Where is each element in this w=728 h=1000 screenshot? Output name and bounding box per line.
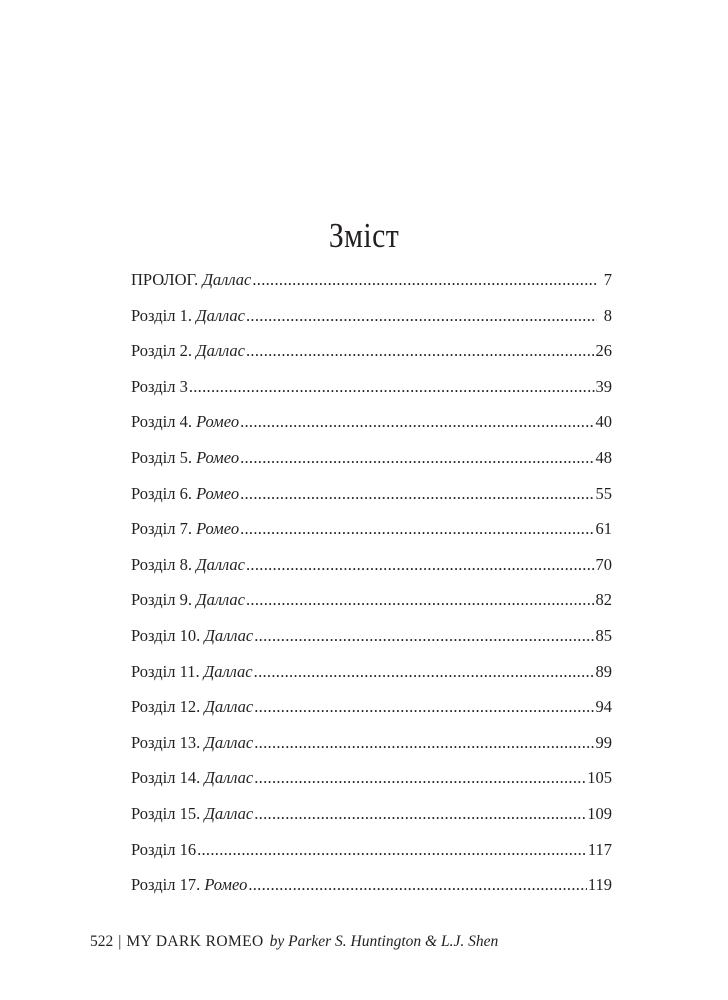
toc-entry-label: Розділ 6. Ромео — [131, 483, 240, 503]
toc-entry-name: Даллас — [204, 625, 254, 645]
toc-entry-chapter-3 — [131, 369, 612, 405]
toc-entry-label: Розділ 7. Ромео — [131, 519, 240, 539]
dot-leader — [240, 511, 594, 547]
toc-entry-name: Даллас — [204, 768, 254, 788]
toc-entry-chapter-4 — [131, 404, 612, 440]
toc-entry-name: Даллас — [204, 803, 254, 823]
toc-entry-label: Розділ 3 — [131, 376, 188, 396]
toc-entry-page: 8 — [603, 305, 612, 325]
toc-entry-chapter-5 — [131, 440, 612, 476]
toc-entry-chapter-2 — [131, 333, 612, 369]
dot-leader — [254, 760, 586, 796]
dot-leader — [254, 725, 594, 761]
dot-leader — [189, 369, 595, 405]
footer-page-number: 522 — [90, 933, 114, 950]
toc-entry-name: Даллас — [203, 661, 253, 681]
toc-entry-page: 48 — [595, 447, 612, 467]
toc-entry-label: ПРОЛОГ. Даллас — [131, 270, 252, 289]
dot-leader — [240, 440, 594, 476]
toc-entry-label: Розділ 8. Даллас — [131, 554, 245, 574]
dot-leader — [252, 262, 597, 298]
dot-leader — [254, 618, 594, 654]
footer-separator: | — [118, 933, 122, 950]
toc-entry-name: Даллас — [204, 697, 254, 717]
toc-list — [131, 262, 612, 903]
toc-entry-name: Даллас — [196, 341, 245, 361]
dot-leader — [197, 832, 587, 868]
toc-entry-page: 89 — [595, 661, 612, 681]
toc-entry-page: 117 — [587, 839, 612, 859]
toc-entry-page: 7 — [603, 270, 612, 289]
footer-authors: by Parker S. Huntington & L.J. Shen — [269, 933, 499, 950]
toc-entry-page: 119 — [587, 875, 612, 895]
toc-entry-label: Розділ 17. Ромео — [131, 875, 248, 895]
toc-entry-name: Даллас — [196, 554, 245, 574]
toc-entry-label: Розділ 2. Даллас — [131, 341, 245, 361]
dot-leader — [246, 333, 595, 369]
dot-leader — [254, 796, 586, 832]
toc-entry-name: Даллас — [202, 270, 252, 289]
toc-entry-label: Розділ 5. Ромео — [131, 447, 240, 467]
toc-entry-name: Даллас — [196, 305, 245, 325]
footer-book-title: MY DARK ROMEO — [126, 933, 264, 950]
toc-entry-name: Ромео — [196, 412, 240, 432]
toc-entry-chapter-17 — [131, 867, 612, 903]
toc-entry-page: 94 — [595, 697, 612, 717]
toc-entry-chapter-1 — [131, 298, 612, 334]
toc-entry-chapter-8 — [131, 547, 612, 583]
toc-entry-name: Даллас — [196, 590, 245, 610]
running-footer — [90, 930, 498, 954]
toc-entry-label: Розділ 13. Даллас — [131, 732, 254, 752]
toc-entry-page: 55 — [595, 483, 612, 503]
dot-leader — [246, 298, 597, 334]
dot-leader — [240, 476, 594, 512]
toc-entry-page: 99 — [595, 732, 612, 752]
toc-entry-label: Розділ 12. Даллас — [131, 697, 254, 717]
toc-entry-page: 61 — [595, 519, 612, 539]
dot-leader — [248, 867, 587, 903]
toc-entry-chapter-14 — [131, 760, 612, 796]
toc-entry-label: Розділ 16 — [131, 839, 197, 859]
toc-entry-chapter-16 — [131, 832, 612, 868]
toc-entry-label: Розділ 4. Ромео — [131, 412, 240, 432]
toc-entry-page: 82 — [595, 590, 612, 610]
toc-entry-name: Даллас — [204, 732, 254, 752]
toc-entry-name: Ромео — [196, 483, 240, 503]
toc-entry-name: Ромео — [196, 447, 240, 467]
toc-entry-chapter-11 — [131, 654, 612, 690]
toc-entry-chapter-7 — [131, 511, 612, 547]
dot-leader — [254, 689, 594, 725]
dot-leader — [246, 547, 595, 583]
toc-entry-name: Ромео — [196, 519, 240, 539]
toc-entry-page: 70 — [595, 554, 612, 574]
toc-entry-name: Ромео — [204, 875, 248, 895]
dot-leader — [240, 404, 594, 440]
toc-entry-page: 40 — [595, 412, 612, 432]
toc-entry-chapter-13 — [131, 725, 612, 761]
dot-leader — [246, 582, 595, 618]
toc-entry-label: Розділ 10. Даллас — [131, 625, 254, 645]
toc-entry-page: 39 — [595, 376, 612, 396]
dot-leader — [254, 654, 595, 690]
toc-title: Зміст — [328, 216, 400, 255]
toc-entry-chapter-10 — [131, 618, 612, 654]
toc-entry-page: 85 — [595, 625, 612, 645]
toc-entry-label: Розділ 11. Даллас — [131, 661, 253, 681]
toc-entry-chapter-12 — [131, 689, 612, 725]
toc-entry-prologue — [131, 262, 612, 298]
toc-entry-label: Розділ 1. Даллас — [131, 305, 245, 325]
toc-entry-page: 105 — [587, 768, 612, 788]
toc-entry-chapter-15 — [131, 796, 612, 832]
toc-entry-chapter-6 — [131, 476, 612, 512]
toc-entry-label: Розділ 15. Даллас — [131, 803, 254, 823]
toc-entry-page: 26 — [595, 341, 612, 361]
toc-entry-label: Розділ 14. Даллас — [131, 768, 254, 788]
toc-entry-label: Розділ 9. Даллас — [131, 590, 245, 610]
toc-entry-page: 109 — [587, 803, 612, 823]
toc-entry-chapter-9 — [131, 582, 612, 618]
